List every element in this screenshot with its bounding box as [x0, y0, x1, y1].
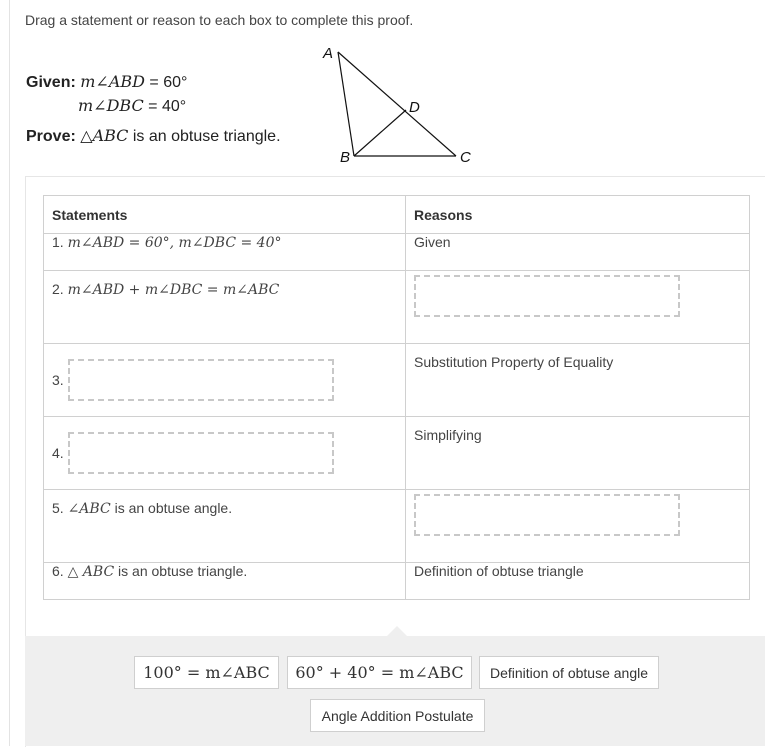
answer-chip-60-plus-40[interactable]: 60° + 40° = m∠ABC: [287, 656, 472, 689]
reason-cell-3: Substitution Property of Equality: [406, 344, 750, 417]
table-row: [44, 563, 750, 600]
statement-math: ∠ABC: [67, 501, 111, 517]
answer-chip-angle-addition-postulate[interactable]: Angle Addition Postulate: [310, 699, 485, 732]
segment-bd: [354, 110, 406, 156]
row-number: 2.: [52, 281, 64, 297]
reason-cell-5: [406, 490, 750, 563]
statement-text: m∠ABD + m∠DBC = m∠ABC: [67, 282, 280, 298]
prove-line: [26, 126, 281, 146]
statement-text: m∠ABD = 60°, m∠DBC = 40°: [67, 235, 282, 251]
reason-drop-zone-2[interactable]: [414, 275, 680, 317]
statements-header: Statements: [44, 196, 406, 234]
statement-text: is an obtuse triangle.: [114, 563, 248, 579]
prove-text: is an obtuse triangle.: [128, 128, 281, 145]
statement-math: △ ABC: [67, 564, 115, 580]
answer-bank-notch: [387, 626, 407, 636]
prove-triangle-symbol: △: [80, 128, 93, 145]
segment-ac: [338, 52, 456, 156]
reason-drop-zone-5[interactable]: [414, 494, 680, 536]
given-line-2: [78, 96, 186, 116]
table-row: [44, 344, 750, 417]
left-border: [9, 0, 10, 746]
given-1-value: = 60°: [144, 74, 188, 91]
point-d-label: D: [409, 99, 420, 116]
reason-cell-4: Simplifying: [406, 417, 750, 490]
prove-triangle-name: ABC: [92, 126, 129, 145]
statement-cell-3: [44, 344, 406, 417]
point-a-label: A: [323, 45, 334, 62]
statement-drop-zone-4[interactable]: [68, 432, 334, 474]
given-1-var: m∠ABD: [80, 72, 145, 91]
reasons-header: Reasons: [406, 196, 750, 234]
row-number: 3.: [52, 372, 64, 388]
statement-cell-4: [44, 417, 406, 490]
reason-cell-6: Definition of obtuse triangle: [406, 563, 750, 600]
reason-cell-2: [406, 271, 750, 344]
row-number: 4.: [52, 445, 64, 461]
statement-cell-5: [44, 490, 406, 563]
statement-cell-1: [44, 234, 406, 271]
table-header-row: [44, 196, 750, 234]
statement-text: is an obtuse angle.: [110, 500, 233, 516]
given-label: Given:: [26, 74, 76, 91]
statement-drop-zone-3[interactable]: [68, 359, 334, 401]
table-row: [44, 234, 750, 271]
given-2-value: = 40°: [143, 98, 187, 115]
prove-label: Prove:: [26, 128, 76, 145]
table-row: [44, 490, 750, 563]
row-number: 6.: [52, 563, 64, 579]
row-number: 1.: [52, 234, 64, 250]
reason-cell-1: Given: [406, 234, 750, 271]
segment-ab: [338, 52, 354, 156]
triangle-diagram: [318, 40, 478, 170]
statement-cell-2: [44, 271, 406, 344]
statement-cell-6: [44, 563, 406, 600]
table-row: [44, 271, 750, 344]
proof-table: [43, 195, 750, 600]
given-line-1: [26, 72, 187, 92]
answer-chip-100-equals-abc[interactable]: 100° = m∠ABC: [134, 656, 279, 689]
instruction-text: Drag a statement or reason to each box to complete this proof.: [25, 12, 414, 28]
point-b-label: B: [340, 149, 351, 166]
row-number: 5.: [52, 500, 64, 516]
point-c-label: C: [460, 149, 471, 166]
table-row: [44, 417, 750, 490]
given-2-var: m∠DBC: [78, 96, 144, 115]
answer-chip-definition-obtuse-angle[interactable]: Definition of obtuse angle: [479, 656, 659, 689]
